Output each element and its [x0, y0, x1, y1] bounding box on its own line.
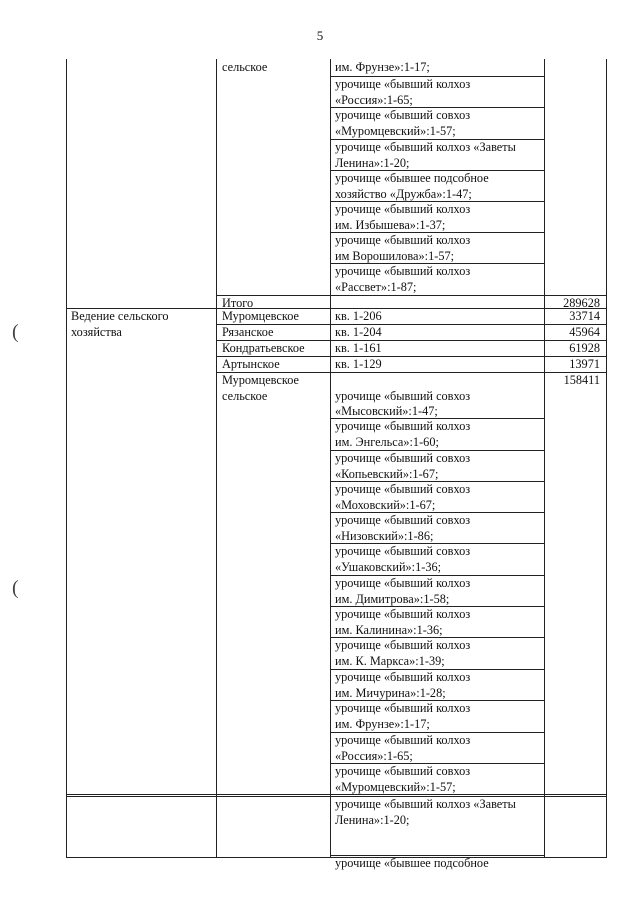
plots-line: Ленина»:1-20;: [335, 812, 410, 827]
plots-cell: [335, 171, 489, 202]
area-cell: 158411: [563, 373, 600, 387]
plots-line: им. К. Маркса»:1-39;: [335, 653, 445, 668]
binder-hole-mark: (: [12, 321, 19, 343]
plots-line: урочище «бывший колхоз: [335, 701, 471, 715]
plots-line: урочище «бывший совхоз: [335, 544, 471, 558]
settlement-line: Кондратьевское: [222, 341, 305, 355]
plots-line: кв. 1-129: [335, 357, 382, 371]
plots-line: урочище «бывший колхоз «Заветы: [335, 140, 516, 154]
plots-line: урочище «бывший совхоз: [335, 108, 471, 122]
activity-line: хозяйства: [71, 324, 122, 339]
area-cell: 33714: [569, 309, 600, 323]
plots-line: урочище «бывший колхоз: [335, 576, 471, 590]
plots-line: «Копьевский»:1-67;: [335, 466, 439, 481]
plots-cell: [335, 513, 470, 544]
plots-line: урочище «бывший колхоз: [335, 264, 471, 278]
plots-cell: [335, 797, 516, 828]
plots-line: урочище «бывший совхоз: [335, 388, 471, 403]
land-use-table: [66, 59, 606, 870]
plots-cell: [335, 482, 470, 513]
plots-line: Ленина»:1-20;: [335, 155, 410, 170]
plots-line: «Россия»:1-65;: [335, 92, 413, 107]
plots-cell: [335, 140, 516, 171]
activity-cell: [71, 309, 169, 340]
plots-line: урочище «бывший колхоз: [335, 607, 471, 621]
plots-cell: [335, 419, 470, 450]
plots-cell: [335, 670, 470, 701]
plots-line: «Рассвет»:1-87;: [335, 279, 417, 294]
plots-line: им. Калинина»:1-36;: [335, 622, 443, 637]
plots-cell: [335, 108, 470, 139]
plots-line: [335, 373, 470, 389]
page-number: 5: [316, 28, 324, 43]
plots-line: урочище «бывший совхоз: [335, 451, 471, 465]
binder-hole-mark: (: [12, 577, 19, 599]
settlement-cell: [222, 373, 299, 404]
settlement-line: сельское: [222, 388, 268, 403]
plots-line: урочище «бывший колхоз: [335, 202, 471, 216]
plots-line: кв. 1-161: [335, 341, 382, 355]
plots-line: «Низовский»:1-86;: [335, 528, 434, 543]
settlement-cell: [222, 325, 274, 341]
plots-line: урочище «бывший совхоз: [335, 513, 471, 527]
plots-line: «Муромцевский»:1-57;: [335, 779, 456, 794]
plots-line: урочище «бывший колхоз: [335, 77, 471, 91]
plots-cell: [335, 544, 470, 575]
plots-cell: [335, 451, 470, 482]
plots-cell: [335, 77, 470, 108]
plots-cell: [335, 341, 382, 357]
plots-line: урочище «бывший колхоз: [335, 733, 471, 747]
plots-cell: [335, 60, 430, 76]
plots-cell: [335, 733, 470, 764]
settlement-cell: [222, 341, 305, 357]
plots-cell: [335, 638, 470, 669]
column-border: [216, 59, 217, 858]
plots-line: урочище «бывший колхоз: [335, 670, 471, 684]
settlement-line: Муромцевское: [222, 373, 299, 387]
column-border: [544, 59, 545, 858]
settlement-line: сельское: [222, 60, 268, 74]
plots-cell: [335, 202, 470, 233]
column-border: [330, 59, 331, 858]
plots-cell: [335, 701, 470, 732]
settlement-line: Муромцевское: [222, 309, 299, 323]
plots-line: им. Фрунзе»:1-17;: [335, 716, 430, 731]
settlement-cell: [222, 60, 267, 76]
plots-line: «Ушаковский»:1-36;: [335, 559, 442, 574]
plots-line: кв. 1-206: [335, 309, 382, 323]
plots-line: им. Фрунзе»:1-17;: [335, 60, 430, 74]
settlement-line: Итого: [222, 296, 254, 310]
activity-line: Ведение сельского: [71, 309, 169, 323]
settlement-cell: [222, 309, 299, 325]
plots-line: урочище «бывший колхоз «Заветы: [335, 797, 516, 811]
plots-cell: [335, 233, 470, 264]
plots-cell: [335, 309, 382, 325]
plots-line: урочище «бывшее подсобное: [335, 856, 489, 870]
plots-line: урочище «бывший колхоз: [335, 419, 471, 433]
settlement-line: Рязанское: [222, 325, 274, 339]
plots-line: «Моховский»:1-67;: [335, 497, 436, 512]
area-cell: 13971: [569, 357, 600, 371]
area-cell: 61928: [569, 341, 600, 355]
plots-cell: [335, 764, 470, 795]
area-cell: 45964: [569, 325, 600, 339]
plots-line: им. Избышева»:1-37;: [335, 217, 446, 232]
column-border: [66, 59, 67, 858]
plots-cell: [335, 264, 470, 295]
plots-line: им. Мичурина»:1-28;: [335, 685, 446, 700]
plots-line: им. Димитрова»:1-58;: [335, 591, 450, 606]
plots-line: урочище «бывший совхоз: [335, 482, 471, 496]
plots-line: урочище «бывший колхоз: [335, 638, 471, 652]
plots-line: им Ворошилова»:1-57;: [335, 248, 455, 263]
plots-cell: [335, 856, 489, 872]
plots-cell: [335, 357, 382, 373]
plots-line: им. Энгельса»:1-60;: [335, 434, 439, 449]
area-cell: 289628: [563, 296, 600, 310]
plots-line: «Россия»:1-65;: [335, 748, 413, 763]
plots-line: урочище «бывшее подсобное: [335, 171, 489, 185]
plots-line: урочище «бывший совхоз: [335, 764, 471, 778]
plots-cell: [335, 325, 382, 341]
plots-cell: [335, 373, 470, 420]
plots-line: хозяйство «Дружба»:1-47;: [335, 186, 472, 201]
plots-cell: [335, 576, 470, 607]
plots-line: урочище «бывший колхоз: [335, 233, 471, 247]
settlement-cell: [222, 357, 280, 373]
plots-line: кв. 1-204: [335, 325, 382, 339]
column-border: [606, 59, 607, 858]
plots-line: «Мысовский»:1-47;: [335, 404, 438, 418]
plots-line: «Муромцевский»:1-57;: [335, 123, 456, 138]
plots-cell: [335, 607, 470, 638]
settlement-line: Артынское: [222, 357, 280, 371]
